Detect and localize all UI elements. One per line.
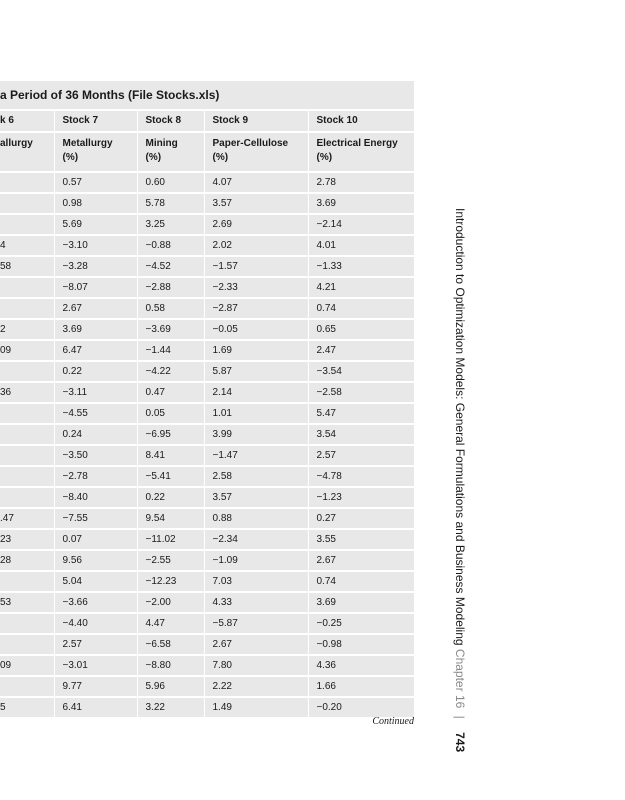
table-cell: −2.88	[137, 277, 204, 298]
sector-label: allurgy	[0, 138, 33, 149]
table-cell: 2.67	[54, 298, 137, 319]
column-subheader	[137, 132, 204, 172]
table-cell: 7.80	[204, 655, 308, 676]
table-cell: −5.41	[137, 466, 204, 487]
table-cell: −3.54	[308, 361, 414, 382]
table-row	[0, 676, 414, 697]
table-cell: 2.57	[54, 634, 137, 655]
table-cell: 0.47	[137, 382, 204, 403]
column-subheader	[204, 132, 308, 172]
column-subheader	[0, 132, 54, 172]
table-row	[0, 193, 414, 214]
table-cell: −4.55	[54, 403, 137, 424]
table-cell: −2.34	[204, 529, 308, 550]
table-cell: −2.78	[54, 466, 137, 487]
table-cell: −1.09	[204, 550, 308, 571]
table-cell: −3.69	[137, 319, 204, 340]
table-cell: 2.69	[204, 214, 308, 235]
table-cell	[0, 571, 54, 592]
table-cell: 3.99	[204, 424, 308, 445]
table-cell: .47	[0, 508, 54, 529]
table-cell: 36	[0, 382, 54, 403]
table-cell	[0, 298, 54, 319]
table-row	[0, 277, 414, 298]
table-cell: 0.65	[308, 319, 414, 340]
table-cell: 1.69	[204, 340, 308, 361]
table-row	[0, 550, 414, 571]
table-cell: −3.01	[54, 655, 137, 676]
table-head	[0, 111, 414, 172]
table-cell: 3.69	[54, 319, 137, 340]
table-cell: 2	[0, 319, 54, 340]
table-cell: 2.47	[308, 340, 414, 361]
table-cell: −0.88	[137, 235, 204, 256]
table-cell: 5.96	[137, 676, 204, 697]
table-cell: −2.33	[204, 277, 308, 298]
table-cell: 2.14	[204, 382, 308, 403]
table-cell: 3.69	[308, 592, 414, 613]
table-cell: −2.58	[308, 382, 414, 403]
table-cell: 8.41	[137, 445, 204, 466]
table-cell: −6.58	[137, 634, 204, 655]
table-cell: 0.60	[137, 172, 204, 193]
table-cell: −11.02	[137, 529, 204, 550]
table-cell: 4.07	[204, 172, 308, 193]
table-cell	[0, 403, 54, 424]
table-cell: 5.69	[54, 214, 137, 235]
table-cell	[0, 676, 54, 697]
table-cell	[0, 466, 54, 487]
table-cell: 2.67	[308, 550, 414, 571]
table-row	[0, 424, 414, 445]
table-row	[0, 298, 414, 319]
table-cell: 3.25	[137, 214, 204, 235]
unit-label: (%)	[212, 152, 229, 163]
table-row	[0, 571, 414, 592]
table-caption: a Period of 36 Months (File Stocks.xls)	[0, 81, 414, 111]
table-cell: 28	[0, 550, 54, 571]
table-cell	[0, 424, 54, 445]
table-row	[0, 340, 414, 361]
table-cell: −0.25	[308, 613, 414, 634]
column-header: Stock 7	[54, 111, 137, 132]
table-cell: 0.05	[137, 403, 204, 424]
table-cell: 4	[0, 235, 54, 256]
table-row	[0, 382, 414, 403]
table-cell	[0, 613, 54, 634]
table-cell: −1.44	[137, 340, 204, 361]
table-cell: 53	[0, 592, 54, 613]
table-cell: 0.58	[137, 298, 204, 319]
table-body	[0, 172, 414, 718]
table-cell: −2.14	[308, 214, 414, 235]
table-cell: −3.66	[54, 592, 137, 613]
table-cell	[0, 361, 54, 382]
table-cell: 3.54	[308, 424, 414, 445]
table-row	[0, 529, 414, 550]
table-cell: 5.87	[204, 361, 308, 382]
table-cell: 0.57	[54, 172, 137, 193]
book-title: Introduction to Optimization Models: General Formulations and Business Modeling	[453, 208, 467, 646]
table-cell	[0, 193, 54, 214]
table-cell: −0.20	[308, 697, 414, 718]
column-header: Stock 10	[308, 111, 414, 132]
table-cell: −7.55	[54, 508, 137, 529]
table-cell: −4.40	[54, 613, 137, 634]
table-row	[0, 172, 414, 193]
table-row	[0, 487, 414, 508]
table-cell: −8.80	[137, 655, 204, 676]
sector-label: Paper-Cellulose	[212, 138, 289, 149]
table-cell: 0.24	[54, 424, 137, 445]
table-cell: −5.87	[204, 613, 308, 634]
stock-returns-table-panel	[0, 81, 414, 719]
table-cell: −4.22	[137, 361, 204, 382]
table-cell	[0, 277, 54, 298]
table-cell: 5.78	[137, 193, 204, 214]
table-cell: −1.23	[308, 487, 414, 508]
table-cell: 6.41	[54, 697, 137, 718]
table-cell: −0.05	[204, 319, 308, 340]
unit-label: (%)	[316, 152, 333, 163]
table-cell: −3.11	[54, 382, 137, 403]
page-number: 743	[453, 732, 467, 753]
table-cell: 3.57	[204, 487, 308, 508]
table-cell: 09	[0, 655, 54, 676]
table-row	[0, 319, 414, 340]
table-cell: −1.57	[204, 256, 308, 277]
table-cell: 2.02	[204, 235, 308, 256]
table-cell: 2.58	[204, 466, 308, 487]
table-cell: 9.56	[54, 550, 137, 571]
table-cell: −2.87	[204, 298, 308, 319]
table-cell: 1.01	[204, 403, 308, 424]
table-cell: 2.22	[204, 676, 308, 697]
table-cell: −1.33	[308, 256, 414, 277]
table-cell: 0.07	[54, 529, 137, 550]
table-row	[0, 508, 414, 529]
table-row	[0, 361, 414, 382]
table-cell: 0.98	[54, 193, 137, 214]
table-cell: −4.52	[137, 256, 204, 277]
sector-label: Mining	[145, 138, 178, 149]
table-cell: 0.74	[308, 298, 414, 319]
table-cell: 6.47	[54, 340, 137, 361]
table-cell	[0, 487, 54, 508]
table-cell: 58	[0, 256, 54, 277]
table-cell: −8.07	[54, 277, 137, 298]
table-row	[0, 634, 414, 655]
table-row	[0, 613, 414, 634]
table-cell: 0.74	[308, 571, 414, 592]
table-cell: −0.98	[308, 634, 414, 655]
table-cell: 3.69	[308, 193, 414, 214]
table-row	[0, 697, 414, 718]
table-cell: 0.22	[54, 361, 137, 382]
table-cell: 2.78	[308, 172, 414, 193]
table-cell: −3.10	[54, 235, 137, 256]
column-header: Stock 8	[137, 111, 204, 132]
table-cell: 0.22	[137, 487, 204, 508]
table-cell: 0.88	[204, 508, 308, 529]
table-cell: −12.23	[137, 571, 204, 592]
unit-label: (%)	[62, 152, 79, 163]
table-row	[0, 214, 414, 235]
table-cell: −4.78	[308, 466, 414, 487]
column-subheader	[308, 132, 414, 172]
chapter-label: Chapter	[453, 648, 467, 692]
table-row	[0, 466, 414, 487]
table-cell: 9.77	[54, 676, 137, 697]
chapter-number: 16	[453, 694, 467, 709]
table-cell: 4.47	[137, 613, 204, 634]
column-header: Stock 9	[204, 111, 308, 132]
table-row	[0, 235, 414, 256]
table-cell: 4.36	[308, 655, 414, 676]
table-cell: 09	[0, 340, 54, 361]
table-cell: −8.40	[54, 487, 137, 508]
table-cell: 3.22	[137, 697, 204, 718]
stock-returns-table	[0, 111, 414, 719]
table-row	[0, 445, 414, 466]
table-cell: −2.00	[137, 592, 204, 613]
table-cell	[0, 634, 54, 655]
table-cell: 9.54	[137, 508, 204, 529]
table-cell: 23	[0, 529, 54, 550]
header-row	[0, 111, 414, 132]
table-cell: −3.28	[54, 256, 137, 277]
table-cell: 1.66	[308, 676, 414, 697]
table-cell: −6.95	[137, 424, 204, 445]
table-cell	[0, 445, 54, 466]
sector-label: Electrical Energy	[316, 138, 398, 149]
table-cell: 4.01	[308, 235, 414, 256]
table-cell: 5	[0, 697, 54, 718]
table-cell: 5.47	[308, 403, 414, 424]
table-cell: 4.33	[204, 592, 308, 613]
table-cell: 3.55	[308, 529, 414, 550]
table-cell: −2.55	[137, 550, 204, 571]
continued-note: Continued	[372, 716, 414, 727]
table-cell: 5.04	[54, 571, 137, 592]
column-header: k 6	[0, 111, 54, 132]
running-head	[453, 208, 467, 752]
table-cell: −1.47	[204, 445, 308, 466]
sector-label: Metallurgy	[62, 138, 113, 149]
table-cell: 2.57	[308, 445, 414, 466]
unit-label: (%)	[145, 152, 162, 163]
table-cell: −3.50	[54, 445, 137, 466]
table-row	[0, 256, 414, 277]
table-cell	[0, 214, 54, 235]
running-head-separator: |	[453, 715, 467, 719]
column-subheader	[54, 132, 137, 172]
table-cell: 0.27	[308, 508, 414, 529]
table-row	[0, 403, 414, 424]
table-cell: 4.21	[308, 277, 414, 298]
table-row	[0, 592, 414, 613]
table-cell: 2.67	[204, 634, 308, 655]
table-row	[0, 655, 414, 676]
subheader-row	[0, 132, 414, 172]
table-cell: 7.03	[204, 571, 308, 592]
table-cell	[0, 172, 54, 193]
table-cell: 1.49	[204, 697, 308, 718]
table-cell: 3.57	[204, 193, 308, 214]
